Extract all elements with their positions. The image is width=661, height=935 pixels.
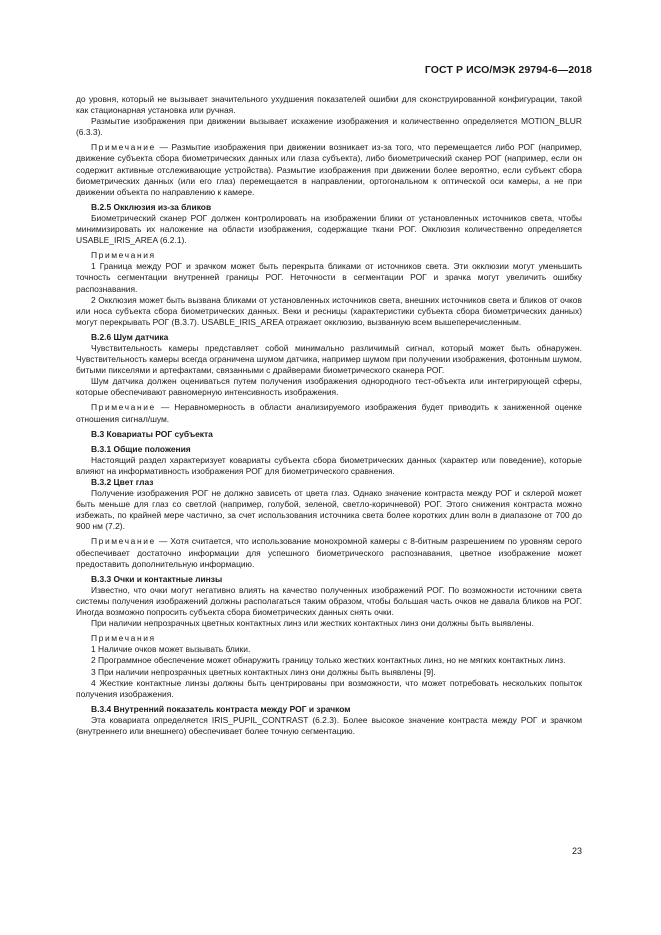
paragraph: до уровня, который не вызывает значительного ухудшения показателей ошибки для сконструированной конфигурации, такой как стационарная установка или ручная.: [76, 94, 582, 116]
note-label: Примечание: [91, 142, 156, 153]
paragraph: Размытие изображения при движении вызывает искажение изображения и количественно определяется MOTION_BLUR (6.3.3).: [76, 116, 582, 138]
paragraph: Эта ковариата определяется IRIS_PUPIL_CONTRAST (6.2.3). Более высокое значение контраста между РОГ и зрачком (внутреннего или внешнего) обеспечивает более точную сегментацию.: [76, 714, 582, 736]
note-text: — Хотя считается, что использование монохромной камеры с 8-битным разрешением по уровням серого обеспечивает достаточно информации для успешного биометрического распознавания, цветное изображение может предоставить дополнительную информацию.: [76, 536, 582, 569]
note-item: 2 Программное обеспечение может обнаружить границу только жестких контактных линз, но не мягких контактных линз.: [91, 655, 566, 666]
note-label: Примечание: [91, 402, 156, 413]
section-heading-b3: В.3 Ковариаты РОГ субъекта: [91, 428, 213, 439]
section-heading-b26: В.2.6 Шум датчика: [91, 331, 169, 342]
page-body: [76, 94, 582, 737]
note-text: — Неравномерность в области анализируемого изображения будет приводить к заниженной оценке отношения сигнал/шум.: [76, 402, 582, 424]
section-heading-b32: В.3.2 Цвет глаз: [91, 477, 154, 487]
section-heading-b33: В.3.3 Очки и контактные линзы: [91, 573, 223, 584]
note: [76, 536, 582, 569]
notes-title: Примечания: [91, 633, 156, 644]
standard-header: ГОСТ Р ИСО/МЭК 29794-6—2018: [424, 64, 592, 76]
notes-title: Примечания: [91, 250, 156, 261]
paragraph: Биометрический сканер РОГ должен контролировать на изображении блики от установленных источников света, чтобы минимизировать их наложение на области изображения, содержащие ткани РОГ. Окклюзия количественно определяется USABLE_IRIS_AREA (6.2.1).: [76, 212, 582, 246]
paragraph: При наличии непрозрачных цветных контактных линз или жестких контактных линз они должны быть выявлены.: [91, 618, 534, 629]
paragraph: Шум датчика должен оцениваться путем получения изображения однородного тест-объекта или интегрирующей сферы, которые обеспечивают равномерную интенсивность изображения.: [76, 376, 582, 398]
paragraph: Получение изображения РОГ не должно зависеть от цвета глаз. Однако значение контраста между РОГ и склерой может быть меньше для глаз со светлой (например, голубой, зеленой, светло-коричневой) РОГ. Этого снижения контраста можно избежать, по крайней мере частично, за счет использования источника света более коротких длин волн в диапазоне от 700 до 900 нм (7.2).: [76, 488, 582, 532]
page-number: 23: [571, 846, 582, 856]
note-text: — Размытие изображения при движении возникает из-за того, что перемещается либо РОГ (например, движение субъекта сбора биометрических данных или глаза субъекта), либо биометрический сканер РОГ (например, если он содержит активные отслеживающие устройства). Размытие изображения при движении более вероятно, если субъект сбора биометрических данных (или его глаз) перемещается в направлении, ортогональном к оптической оси камеры, а не при движении объекта по направлению к камере.: [76, 142, 582, 197]
paragraph: Настоящий раздел характеризует ковариаты субъекта сбора биометрических данных (характер или поведение), которые влияют на информативность изображения РОГ для биометрического сравнения.: [76, 454, 582, 476]
note: [76, 142, 582, 197]
section-heading-b25: В.2.5 Окклюзия из-за бликов: [91, 201, 212, 212]
note-item: 2 Окклюзия может быть вызвана бликами от установленных источников света, внешних источников света и бликов от очков или носа субъекта сбора биометрических данных. Веки и ресницы (характеристики субъекта сбора биометрических данных) могут перекрывать РОГ (В.3.7). USABLE_IRIS_AREA отражает окклюзию, вызванную всем вышеперечисленным.: [76, 294, 582, 327]
note-item: 3 При наличии непрозрачных цветных контактных линз они должны быть выявлены [9].: [91, 666, 436, 677]
section-heading-b31: В.3.1 Общие положения: [91, 443, 191, 454]
note-item: 4 Жесткие контактные линзы должны быть центрированы при возможности, что может потребовать нескольких попыток получения изображения.: [76, 677, 582, 699]
note: [76, 402, 582, 424]
note-item: 1 Граница между РОГ и зрачком может быть перекрыта бликами от источников света. Эти окклюзии могут уменьшить точность сегментации внутренней границы РОГ. Неточности в сегментации РОГ и зрачка могут увеличить ошибку распознавания.: [76, 261, 582, 294]
section-heading-b34: В.3.4 Внутренний показатель контраста между РОГ и зрачком: [91, 703, 351, 714]
paragraph: Известно, что очки могут негативно влиять на качество полученных изображений РОГ. По возможности источники света системы получения изображений должны располагаться таким образом, чтобы большая часть очков не давала бликов на РОГ. Иногда возможно попросить субъекта сбора биометрических данных снять очки.: [76, 584, 582, 618]
paragraph: Чувствительность камеры представляет собой минимально различимый сигнал, который может быть обнаружен. Чувствительность камеры всегда ограничена шумом датчика, например шумом при получении изображения, фотонным шумом, битыми пикселями и артефактами, связанными с драйверами биометрического сканера РОГ.: [76, 342, 582, 376]
note-item: 1 Наличие очков может вызывать блики.: [91, 644, 251, 655]
note-label: Примечание: [91, 536, 156, 547]
